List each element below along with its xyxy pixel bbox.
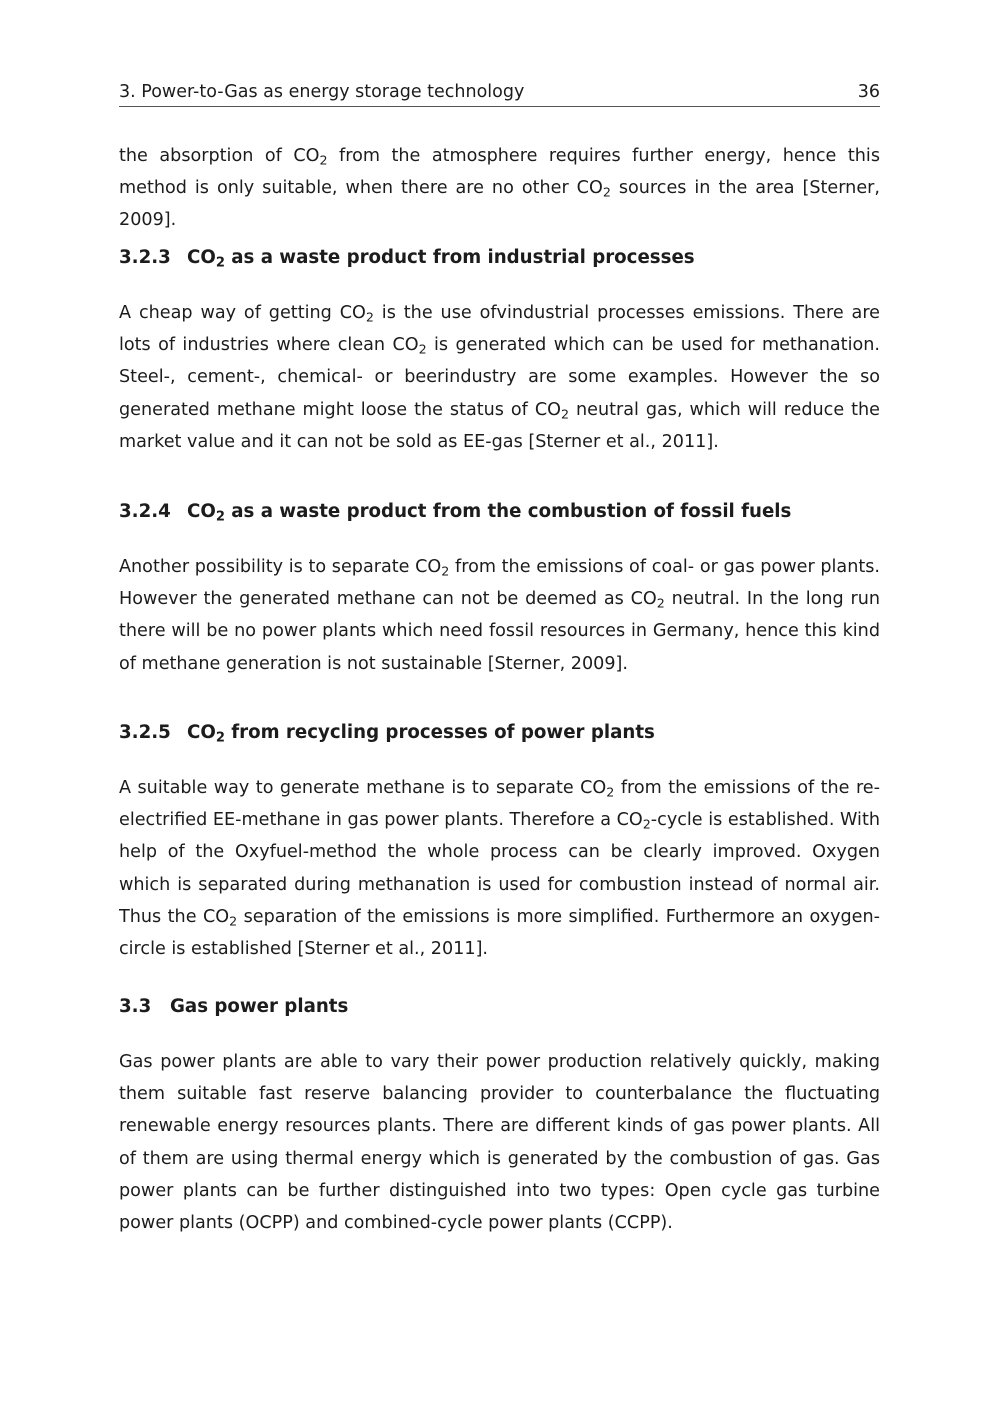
running-header [119, 80, 880, 107]
section-heading-3-2-4 [119, 501, 792, 525]
section-number: 3.2.5 [119, 722, 171, 743]
paragraph-3-3: Gas power plants are able to vary their power production relatively quickly, making them suitable fast reserve balancing provider to counterbalance the fluctuating renewable energy resources plants. There are different kinds of gas power plants. All of them are using thermal energy which is generated by the combustion of gas. Gas power plants can be further distinguished into two types: Open cycle gas turbine power plants (OCPP) and combined-cycle power plants (CCPP). [119, 1052, 880, 1234]
section-number: 3.2.3 [119, 247, 171, 268]
paragraph-3-2-5: A suitable way to generate methane is to separate $CO_2$ from the emissions of the re-electrified EE-methane in gas power plants. Therefore a $CO_2$-cycle is established. With help of the Oxyfuel-method the whole process can be clearly improved. Oxygen which is separated during methanation is used for combustion instead of normal air. Thus the $CO_2$ separation of the emissions is more simplified. Furthermore an oxygen-circle is established [Sterner et al., 2011]. [119, 778, 881, 960]
section-number: 3.2.4 [119, 501, 171, 522]
section-title: $CO_2$ from recycling processes of power plants [187, 722, 655, 746]
intro-paragraph: the absorption of $CO_2$ from the atmosphere requires further energy, hence this method is only suitable, when there are no other $CO_2$ sources in the area [Sterner, 2009]. [119, 146, 880, 231]
page-number: 36 [857, 82, 880, 102]
section-title: $CO_2$ as a waste product from industrial processes [187, 247, 695, 271]
section-title: $CO_2$ as a waste product from the combustion of fossil fuels [187, 501, 792, 525]
section-title: Gas power plants [170, 996, 349, 1017]
section-number: 3.3 [119, 996, 152, 1017]
paragraph-3-2-4: Another possibility is to separate $CO_2$ from the emissions of coal- or gas power plants. However the generated methane can not be deemed as $CO_2$ neutral. In the long run there will be no power plants which need fossil resources in Germany, hence this kind of methane generation is not sustainable [Sterner, 2009]. [119, 557, 881, 674]
section-heading-3-3 [119, 996, 348, 1017]
chapter-title: 3. Power-to-Gas as energy storage technology [119, 82, 525, 102]
paragraph-3-2-3: A cheap way of getting $CO_2$ is the use ofvindustrial processes emissions. There are lots of industries where clean $CO_2$ is generated which can be used for methanation. Steel-, cement-, chemical- or beerindustry are some examples. However the so generated methane might loose the status of $CO_2$ neutral gas, which will reduce the market value and it can not be sold as EE-gas [Sterner et al., 2011]. [119, 303, 880, 452]
section-heading-3-2-3 [119, 247, 695, 271]
section-heading-3-2-5 [119, 722, 655, 746]
